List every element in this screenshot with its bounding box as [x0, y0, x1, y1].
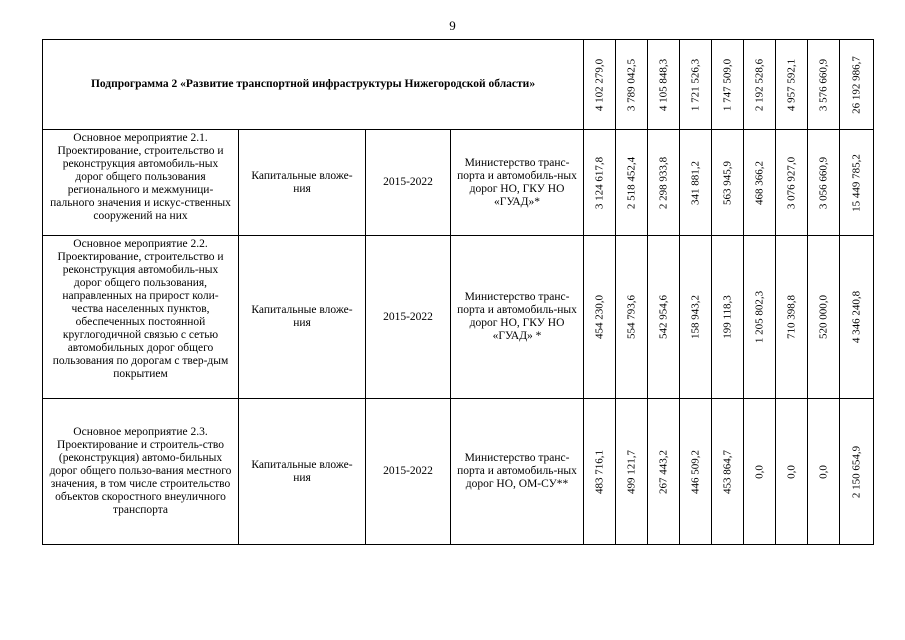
year-value: 468 366,2 — [744, 130, 776, 236]
year-value: 2 518 452,4 — [616, 130, 648, 236]
funding-type: Капитальные вложе-ния — [239, 236, 366, 399]
year-value: 0,0 — [808, 399, 840, 545]
year-value: 267 443,2 — [648, 399, 680, 545]
measure-row-2-1 — [43, 130, 874, 236]
executor: Министерство транс-порта и автомобиль-ных дорог НО, ГКУ НО «ГУАД»* — [451, 130, 584, 236]
year-value: 454 230,0 — [584, 236, 616, 399]
measure-description: Основное мероприятие 2.1. Проектирование, строительство и реконструкция автомобиль-ных дорог общего пользования регионального и межмуници-пального значения и искус-ственных сооружений на них — [43, 130, 239, 236]
year-value: 199 118,3 — [712, 236, 744, 399]
subprogram-value: 3 789 042,5 — [616, 40, 648, 130]
year-value: 3 076 927,0 — [776, 130, 808, 236]
year-value: 1 205 802,3 — [744, 236, 776, 399]
subprogram-value: 4 957 592,1 — [776, 40, 808, 130]
budget-table — [42, 39, 874, 545]
year-value: 3 056 660,9 — [808, 130, 840, 236]
year-value: 554 793,6 — [616, 236, 648, 399]
executor: Министерство транс-порта и автомобиль-ных дорог НО, ОМ-СУ** — [451, 399, 584, 545]
subprogram-value: 1 747 509,0 — [712, 40, 744, 130]
measure-description: Основное мероприятие 2.3. Проектирование и строитель-ство (реконструкция) автомо-бильных дорог общего пользо-вания местного значения, в том числе строительство объектов скоростного внеуличного транспорта — [43, 399, 239, 545]
period: 2015-2022 — [366, 236, 451, 399]
subprogram-row — [43, 40, 874, 130]
year-value: 446 509,2 — [680, 399, 712, 545]
year-value: 0,0 — [776, 399, 808, 545]
period: 2015-2022 — [366, 130, 451, 236]
subprogram-title: Подпрограмма 2 «Развитие транспортной инфраструктуры Нижегородской области» — [43, 40, 584, 130]
funding-type: Капитальные вложе-ния — [239, 130, 366, 236]
year-value: 710 398,8 — [776, 236, 808, 399]
year-value: 542 954,6 — [648, 236, 680, 399]
year-value: 483 716,1 — [584, 399, 616, 545]
year-value: 341 881,2 — [680, 130, 712, 236]
executor: Министерство транс-порта и автомобиль-ных дорог НО, ГКУ НО «ГУАД» * — [451, 236, 584, 399]
page-number: 9 — [449, 18, 456, 33]
year-value: 520 000,0 — [808, 236, 840, 399]
measure-description: Основное мероприятие 2.2. Проектирование, строительство и реконструкция автомобиль-ных дорог общего пользования, направленных на прирост коли-чества населенных пунктов, обеспеченных постоянной круглогодичной связью с сетью автомобильных дорог общего пользования по дорогам с твер-дым покрытием — [43, 236, 239, 399]
year-value: 2 298 933,8 — [648, 130, 680, 236]
row-total: 15 449 785,2 — [840, 130, 874, 236]
year-value: 453 864,7 — [712, 399, 744, 545]
funding-type: Капитальные вложе-ния — [239, 399, 366, 545]
row-total: 4 346 240,8 — [840, 236, 874, 399]
year-value: 563 945,9 — [712, 130, 744, 236]
measure-row-2-2 — [43, 236, 874, 399]
year-value: 0,0 — [744, 399, 776, 545]
subprogram-value: 2 192 528,6 — [744, 40, 776, 130]
subprogram-value: 4 105 848,3 — [648, 40, 680, 130]
period: 2015-2022 — [366, 399, 451, 545]
subprogram-value: 3 576 660,9 — [808, 40, 840, 130]
subprogram-value: 1 721 526,3 — [680, 40, 712, 130]
measure-row-2-3 — [43, 399, 874, 545]
subprogram-value: 4 102 279,0 — [584, 40, 616, 130]
row-total: 2 150 654,9 — [840, 399, 874, 545]
year-value: 499 121,7 — [616, 399, 648, 545]
subprogram-total: 26 192 986,7 — [840, 40, 874, 130]
year-value: 158 943,2 — [680, 236, 712, 399]
year-value: 3 124 617,8 — [584, 130, 616, 236]
